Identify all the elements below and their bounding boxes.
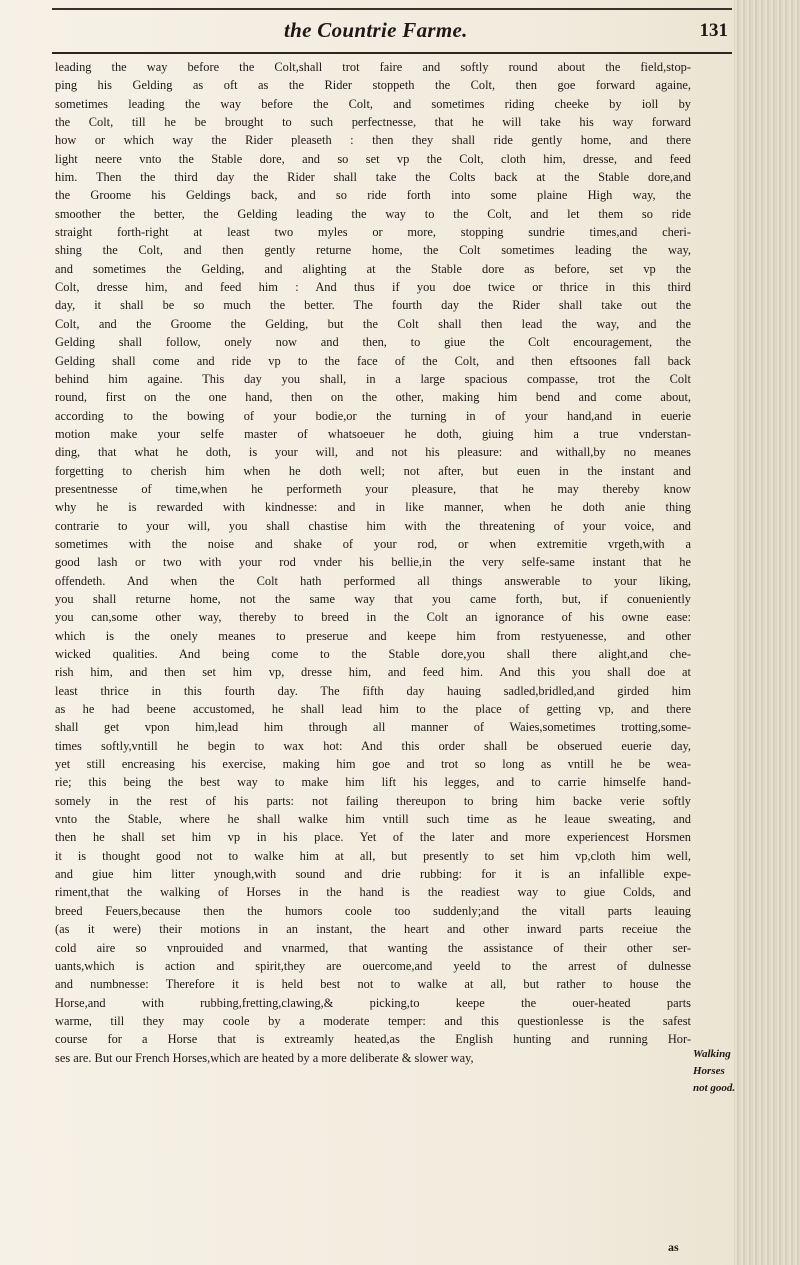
text-line: presentnesse of time,when he performeth your pleasure, that he may thereby know	[55, 481, 691, 496]
text-line: wicked qualities. And being come to the Stable dore,you shall there alight,and che-	[55, 647, 691, 661]
text-line: then he shall set him vp in his place. Yet of the later and more experiencest Horsmen	[55, 830, 691, 845]
text-line: smoother the better, the Gelding leading the way to the Colt, and let them so ride	[55, 206, 691, 221]
text-line: contrarie to your will, you shall chastise him with the threatening of your voice, and	[55, 518, 691, 533]
text-line: times softly,vntill he begin to wax hot: And this order shall be obserued euerie day,	[55, 738, 691, 753]
text-line: Horse,and with rubbing,fretting,clawing,& picking,to keepe the ouer-heated parts	[55, 995, 691, 1010]
text-line: you can,some other way, thereby to breed in the Colt an ignorance of his owne ease:	[55, 610, 691, 625]
marginal-note	[693, 1046, 737, 1097]
text-line: shing the Colt, and then gently returne home, the Colt sometimes leading the way,	[55, 243, 691, 258]
text-line: yet still encreasing his exercise, making him goe and trot so long as vntill he be wea-	[55, 757, 691, 772]
text-line: leading the way before the Colt,shall trot faire and softly round about the field,stop-	[55, 60, 691, 74]
text-line: behind him againe. This day you shall, in a large spacious compasse, trot the Colt	[55, 371, 691, 386]
text-line: ding, that what he doth, is your will, and not his pleasure: and withall,by no meanes	[55, 445, 691, 460]
text-line: the Colt, till he be brought to such perfectnesse, that he will take his way forward	[55, 115, 691, 130]
text-line: offendeth. And when the Colt hath performed all things answerable to your liking,	[55, 573, 691, 588]
text-line: least thrice in this fourth day. The fifth day hauing sadled,bridled,and girded him	[55, 683, 691, 698]
text-line: you shall returne home, not the same way that you came forth, but, if conueniently	[55, 591, 691, 606]
text-line: warme, till they may coole by a moderate temper: and this questionlesse is the safest	[55, 1013, 691, 1028]
catchword: as	[668, 1240, 679, 1254]
page-number: 131	[699, 20, 728, 41]
binding-gutter	[734, 0, 800, 1265]
text-line: as he had beene accustomed, he shall lead him to the place of getting vp, and there	[55, 702, 691, 717]
header-rule	[52, 52, 732, 54]
text-line: (as it were) their motions in an instant, the heart and other inward parts receiue the	[55, 922, 691, 937]
text-line: why he is rewarded with kindnesse: and in like manner, when he doth anie thing	[55, 500, 691, 515]
text-line: how or which way the Rider pleaseth : then they shall ride gently home, and there	[55, 133, 691, 148]
text-line: vnto the Stable, where he shall walke him vntill such time as he leaue sweating, and	[55, 812, 691, 827]
running-head: the Countrie Farme.	[284, 18, 468, 42]
text-line: and giue him litter ynough,with sound and drie rubbing: for it is an infallible expe-	[55, 867, 691, 882]
text-line: round, first on the one hand, then on the other, making him bend and come about,	[55, 390, 691, 405]
text-line: Gelding shall follow, onely now and then, to giue the Colt encouragement, the	[55, 335, 691, 350]
text-line: breed Feuers,because then the humors coole too suddenly;and the vitall parts leauing	[55, 903, 691, 918]
text-line: forgetting to cherish him when he doth well; not after, but euen in the instant and	[55, 463, 691, 478]
text-line: shall get vpon him,lead him through all manner of Waies,sometimes trotting,some-	[55, 720, 691, 735]
text-line: according to the bowing of your bodie,or the turning in of your hand,and in euerie	[55, 408, 691, 423]
page-header	[52, 18, 738, 54]
text-line: cold aire so vnprouided and vnarmed, that wanting the assistance of their other ser-	[55, 940, 691, 955]
text-line: it is thought good not to walke him at all, but presently to set him vp,cloth him well,	[55, 848, 691, 863]
body-text	[55, 58, 691, 1248]
text-line: day, it shall be so much the better. The fourth day the Rider shall take out the	[55, 298, 691, 313]
text-line: Gelding shall come and ride vp to the face of the Colt, and then eftsoones fall back	[55, 353, 691, 368]
text-line: him. Then the third day the Rider shall take the Colts back at the Stable dore,and	[55, 170, 691, 185]
text-line: straight forth-right at least two myles or more, stopping sundrie times,and cheri-	[55, 225, 691, 240]
text-line: riment,that the walking of Horses in the hand is the readiest way to giue Colds, and	[55, 885, 691, 900]
text-line: which is the onely meanes to preserue and keepe him from restyuenesse, and other	[55, 628, 691, 643]
top-rule	[52, 8, 732, 10]
text-line: uants,which is action and spirit,they are ouercome,and yeeld to the arrest of dulnesse	[55, 958, 691, 973]
text-line: good lash or two with your rod vnder his bellie,in the very selfe-same instant that he	[55, 555, 691, 570]
text-line: and numbnesse: Therefore it is held best not to walke at all, but rather to house the	[55, 977, 691, 992]
text-line: rie; this being the best way to make him lift his legges, and to carrie himselfe hand-	[55, 775, 691, 790]
text-line: and sometimes the Gelding, and alighting at the Stable dore as before, set vp the	[55, 261, 691, 276]
text-line: ping his Gelding as oft as the Rider stoppeth the Colt, then goe forward againe,	[55, 78, 691, 93]
marginal-note-line-1: Walking Horses	[693, 1048, 731, 1077]
text-line: somely in the rest of his parts: not failing thereupon to bring him backe verie softly	[55, 793, 691, 808]
text-line: course for a Horse that is extreamly heated,as the English hunting and running Hor-	[55, 1032, 691, 1047]
text-line: Colt, and the Groome the Gelding, but the Colt shall then lead the way, and the	[55, 316, 691, 331]
text-line: motion make your selfe master of whatsoeuer he doth, giuing him a true vnderstan-	[55, 426, 691, 441]
text-line: Colt, dresse him, and feed him : And thus if you doe twice or thrice in this third	[55, 280, 691, 295]
text-line: the Groome his Geldings back, and so ride forth into some plaine High way, the	[55, 188, 691, 203]
text-line: ses are. But our French Horses,which are heated by a more deliberate & slower way,	[55, 1050, 474, 1065]
text-line: sometimes with the noise and shake of your rod, or when extremitie vrgeth,with a	[55, 536, 691, 551]
text-line: sometimes leading the way before the Colt, and sometimes riding cheeke by ioll by	[55, 96, 691, 111]
marginal-note-line-2: not good.	[693, 1082, 736, 1094]
text-line: rish him, and then set him vp, dresse him, and feed him. And this you shall doe at	[55, 665, 691, 680]
text-line: light neere vnto the Stable dore, and so set vp the Colt, cloth him, dresse, and feed	[55, 151, 691, 166]
